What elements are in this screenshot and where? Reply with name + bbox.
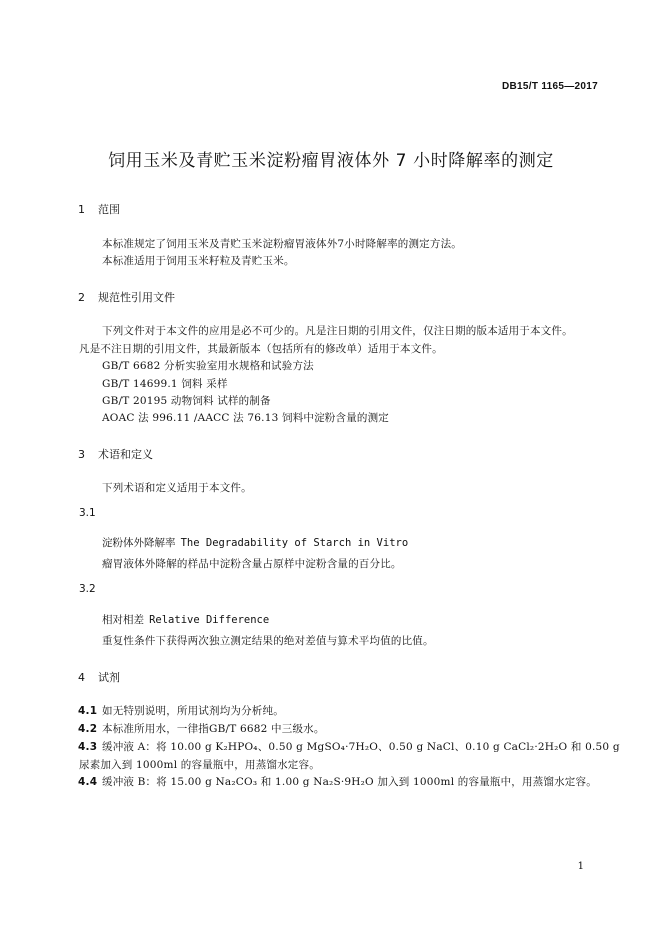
- section-number: 2: [78, 291, 85, 304]
- reagent-item: [78, 721, 325, 736]
- section-title: 规范性引用文件: [98, 291, 175, 304]
- document-title: 饲用玉米及青贮玉米淀粉瘤胃液体外 7 小时降解率的测定: [108, 151, 554, 171]
- paragraph: 下列文件对于本文件的应用是必不可少的。凡是注日期的引用文件，仅注日期的版本适用于本文件。: [102, 325, 573, 337]
- section-number: 4: [78, 671, 85, 684]
- item-text: 如无特别说明，所用试剂均为分析纯。: [102, 705, 284, 717]
- item-number: 4.3: [78, 741, 98, 753]
- reagent-item: [78, 739, 620, 754]
- term-name-en: Relative Difference: [149, 614, 270, 626]
- section-title: 试剂: [98, 671, 120, 684]
- section-2-heading: [78, 289, 175, 305]
- page-number: 1: [577, 861, 584, 872]
- reagent-item: [78, 774, 597, 789]
- section-title: 术语和定义: [98, 448, 153, 461]
- item-text: 缓冲液 B：将 15.00 g Na₂CO₃ 和 1.00 g Na₂S·9H₂O 加入到 1000ml 的容量瓶中，用蒸馏水定容。: [102, 776, 597, 788]
- document-code: DB15/T 1165—2017: [502, 81, 598, 92]
- term-name-cn: 相对相差: [102, 614, 144, 626]
- section-3-heading: [78, 446, 153, 462]
- paragraph-continuation: 凡是不注日期的引用文件，其最新版本（包括所有的修改单）适用于本文件。: [79, 343, 443, 355]
- section-4-heading: [78, 669, 120, 685]
- term-definition: 瘤胃液体外降解的样品中淀粉含量占原样中淀粉含量的百分比。: [102, 558, 402, 570]
- item-text-continuation: 尿素加入到 1000ml 的容量瓶中，用蒸馏水定容。: [79, 759, 320, 771]
- section-title: 范围: [98, 203, 120, 216]
- item-number: 4.2: [78, 723, 98, 735]
- paragraph: 下列术语和定义适用于本文件。: [102, 482, 252, 494]
- item-number: 4.1: [78, 705, 98, 717]
- term-heading: [102, 608, 269, 627]
- reagent-item: [78, 703, 284, 718]
- term-name-en: The Degradability of Starch in Vitro: [180, 537, 409, 549]
- reference-item: GB/T 6682 分析实验室用水规格和试验方法: [102, 360, 314, 372]
- clause-number: 3.2: [79, 583, 96, 595]
- term-heading: [102, 531, 408, 550]
- clause-number: 3.1: [79, 507, 96, 519]
- item-text: 本标准所用水，一律指GB/T 6682 中三级水。: [102, 723, 325, 735]
- term-name-cn: 淀粉体外降解率: [102, 537, 176, 549]
- reference-item: AOAC 法 996.11 /AACC 法 76.13 饲料中淀粉含量的测定: [102, 412, 390, 424]
- term-definition: 重复性条件下获得两次独立测定结果的绝对差值与算术平均值的比值。: [102, 635, 434, 647]
- reference-item: GB/T 20195 动物饲料 试样的制备: [102, 395, 271, 407]
- reference-item: GB/T 14699.1 饲料 采样: [102, 378, 228, 390]
- item-number: 4.4: [78, 776, 98, 788]
- section-number: 1: [78, 203, 85, 216]
- paragraph: 本标准适用于饲用玉米籽粒及青贮玉米。: [102, 255, 295, 267]
- section-1-heading: [78, 201, 120, 217]
- section-number: 3: [78, 448, 85, 461]
- item-text: 缓冲液 A：将 10.00 g K₂HPO₄、0.50 g MgSO₄·7H₂O、0.50 g NaCl、0.10 g CaCl₂·2H₂O 和 0.50 g: [102, 741, 620, 753]
- paragraph: 本标准规定了饲用玉米及青贮玉米淀粉瘤胃液体外7小时降解率的测定方法。: [102, 238, 462, 250]
